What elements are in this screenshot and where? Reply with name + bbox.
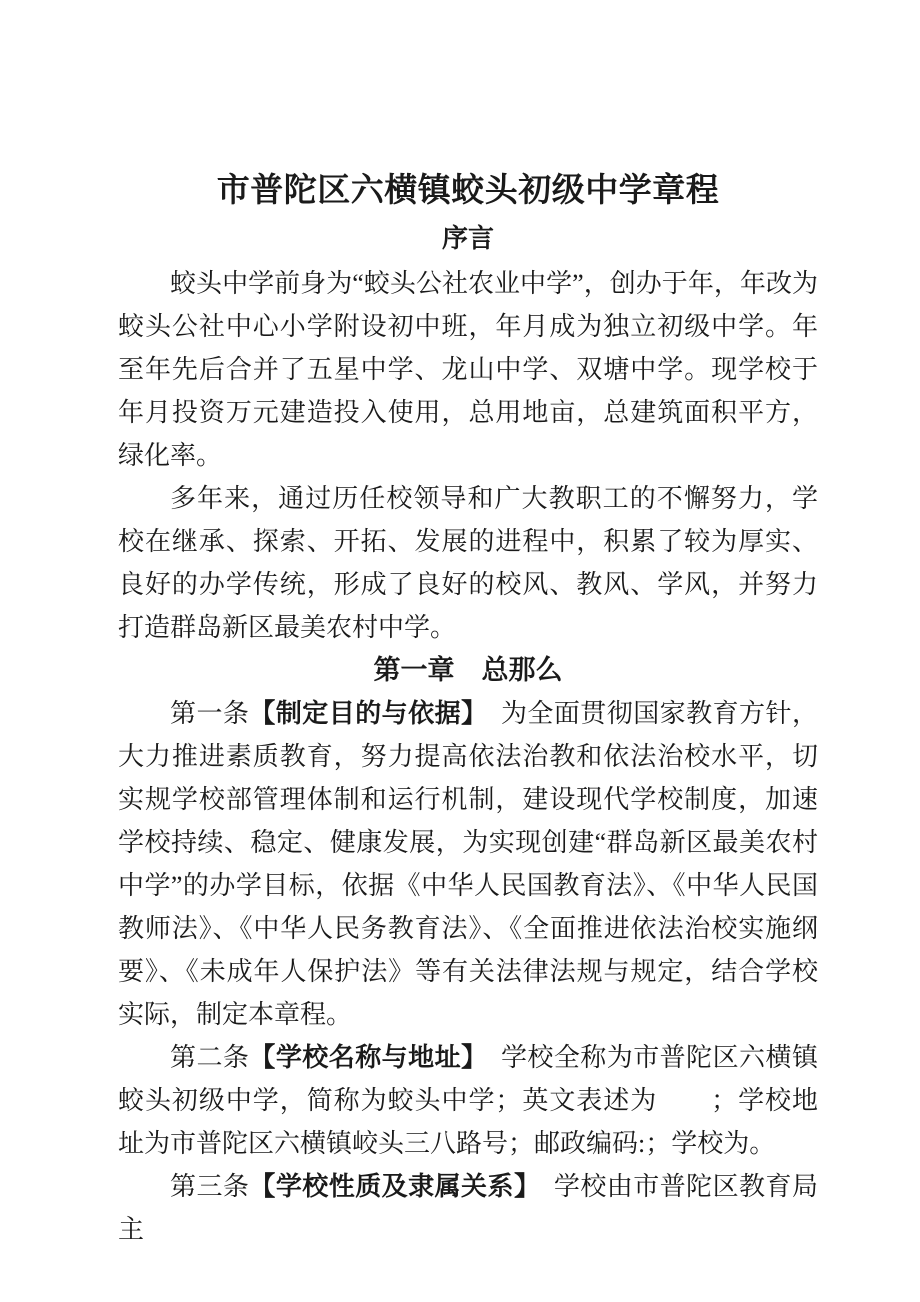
article-1-title: 【制定目的与依据】	[249, 699, 475, 728]
article-3-body: 学校由市普陀区教育局主	[118, 1172, 818, 1244]
article-3-opening: 第三条	[170, 1172, 250, 1201]
article-3	[118, 1165, 818, 1251]
article-1-opening: 第一条	[170, 699, 250, 728]
article-1	[118, 692, 818, 1036]
article-1-body: 为全面贯彻国家教育方针，大力推进素质教育，努力提高依法治教和依法治校水平，切实规学校部管理体制和运行机制，建设现代学校制度，加速学校持续、稳定、健康发展，为实现创建“群岛新区最美农村中学”的办学目标，依据《中华人民国教育法》、《中华人民国教师法》、《中华人民务教育法》、《全面推进依法治校实施纲要》、《未成年人保护法》等有关法律法规与规定，结合学校实际，制定本章程。	[118, 699, 818, 1029]
preamble-paragraph-1: 蛟头中学前身为“蛟头公社农业中学”，创办于年，年改为蛟头公社中心小学附设初中班，年月成为独立初级中学。年至年先后合并了五星中学、龙山中学、双塘中学。现学校于年月投资万元建造投入使用，总用地亩，总建筑面积平方，绿化率。	[118, 269, 818, 470]
article-2	[118, 1036, 818, 1165]
preamble-paragraph-2: 多年来，通过历任校领导和广大教职工的不懈努力，学校在继承、探索、开拓、发展的进程中，积累了较为厚实、良好的办学传统，形成了良好的校风、教风、学风，并努力打造群岛新区最美农村中学。	[118, 484, 818, 642]
article-2-title: 【学校名称与地址】	[249, 1043, 475, 1072]
document-title: 市普陀区六横镇蛟头初级中学章程	[216, 173, 720, 209]
article-2-opening: 第二条	[170, 1043, 250, 1072]
preamble-heading: 序言	[441, 224, 494, 253]
article-3-title: 【学校性质及隶属关系】	[249, 1172, 528, 1201]
chapter-one-heading: 第一章 总那么	[373, 655, 563, 685]
article-2-body: 学校全称为市普陀区六横镇蛟头初级中学，简称为蛟头中学；英文表述为 ；学校地址为市普陀区六横镇峧头三八路号；邮政编码:；学校为。	[118, 1043, 818, 1158]
